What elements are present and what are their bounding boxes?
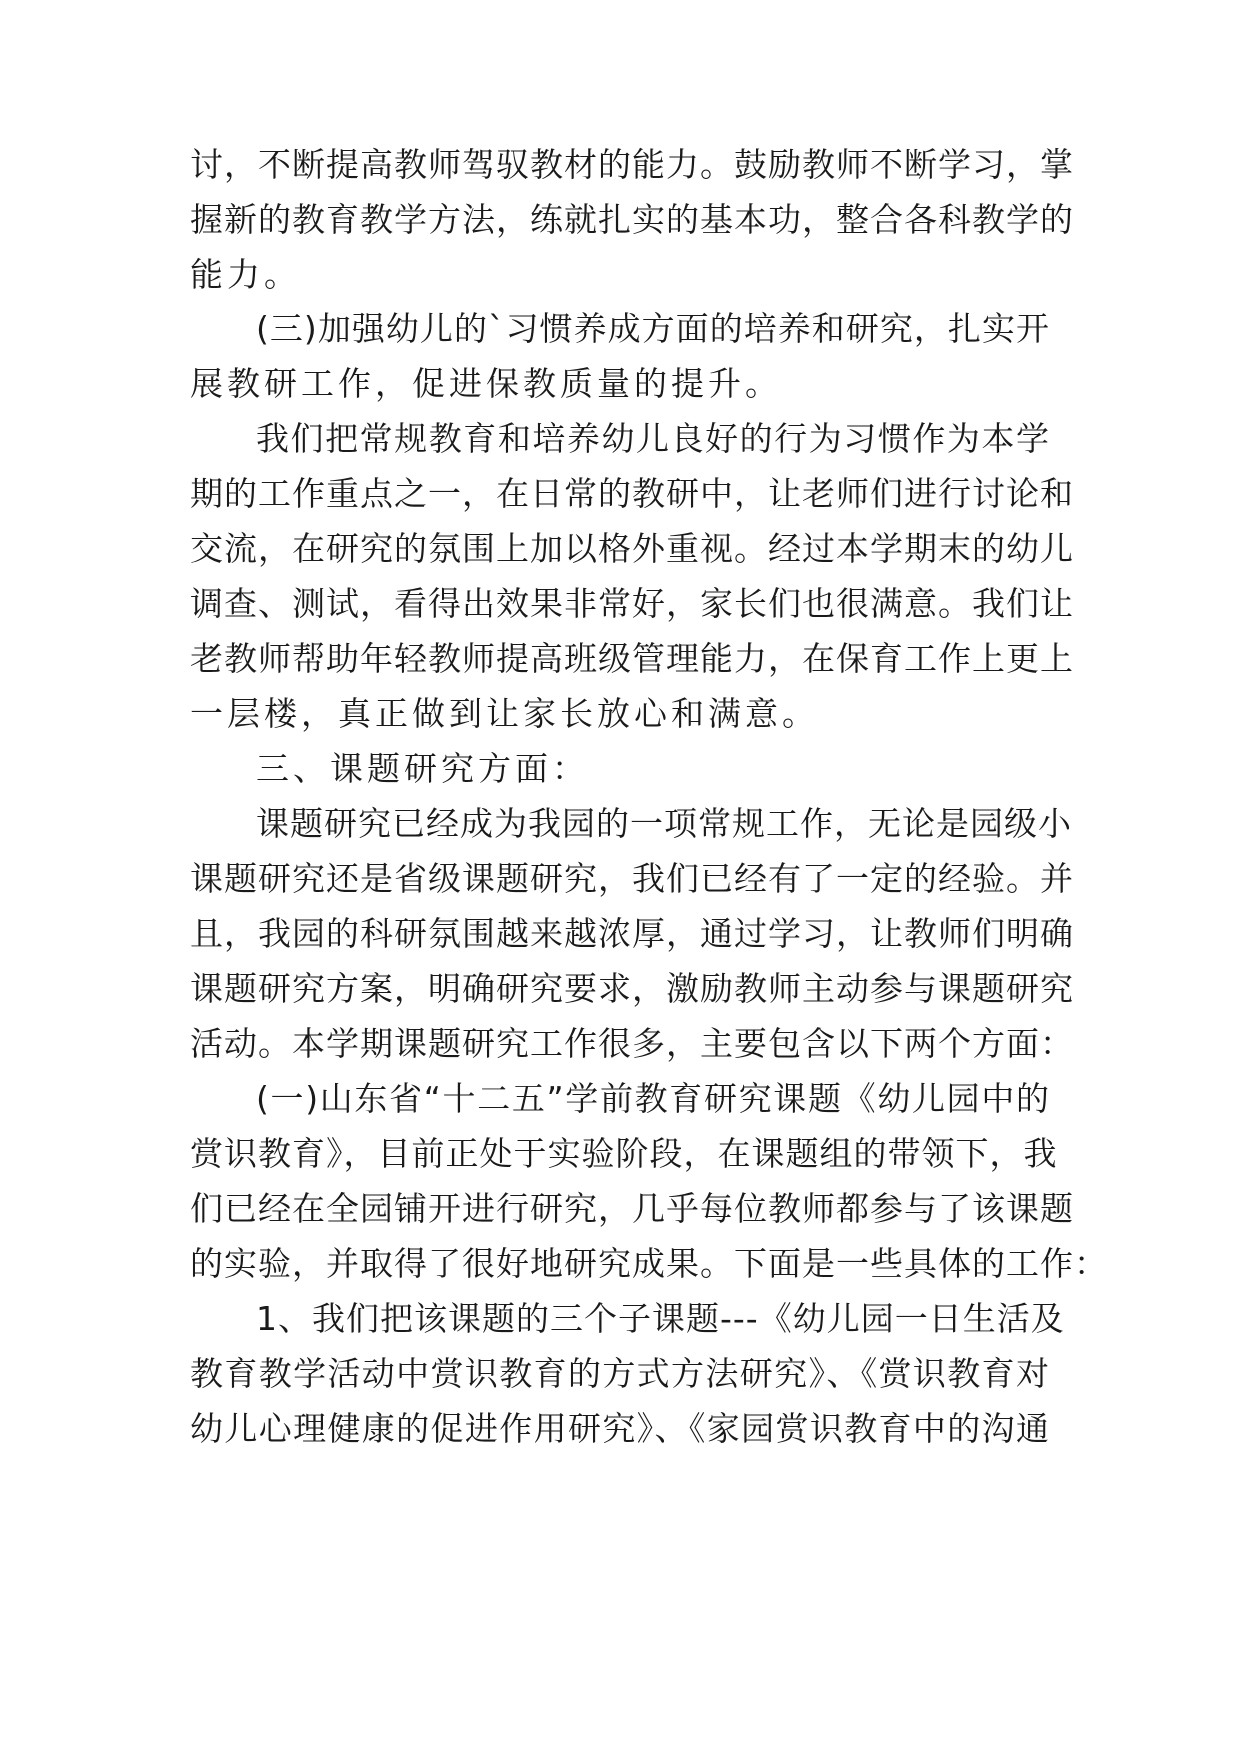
paragraph-line: 1、我们把该课题的三个子课题---《幼儿园一日生活及 — [256, 1299, 1065, 1338]
paragraph-line: 我们把常规教育和培养幼儿良好的行为习惯作为本学 — [256, 419, 1050, 458]
paragraph-line: 课题研究方案，明确研究要求，激励教师主动参与课题研究 — [190, 969, 1074, 1008]
paragraph-line: 们已经在全园铺开进行研究，几乎每位教师都参与了该课题 — [190, 1189, 1074, 1228]
paragraph-line: 能力。 — [190, 255, 301, 294]
paragraph-line: 老教师帮助年轻教师提高班级管理能力，在保育工作上更上 — [190, 639, 1074, 678]
paragraph-line: 握新的教育教学方法，练就扎实的基本功，整合各科教学的 — [190, 200, 1074, 239]
paragraph-line: 赏识教育》，目前正处于实验阶段，在课题组的带领下，我 — [190, 1134, 1058, 1173]
paragraph-line: 教育教学活动中赏识教育的方式方法研究》、《赏识教育对 — [190, 1354, 1050, 1393]
paragraph-line: 幼儿心理健康的促进作用研究》、《家园赏识教育中的沟通 — [190, 1409, 1050, 1448]
paragraph-line: (一)山东省“十二五”学前教育研究课题《幼儿园中的 — [256, 1079, 1050, 1118]
paragraph-line: 讨，不断提高教师驾驭教材的能力。鼓励教师不断学习，掌 — [190, 145, 1074, 184]
paragraph-line: 的实验，并取得了很好地研究成果。下面是一些具体的工作： — [190, 1244, 1108, 1283]
section-heading-line: (三)加强幼儿的`习惯养成方面的培养和研究，扎实开 — [256, 309, 1050, 348]
paragraph-line: 课题研究还是省级课题研究，我们已经有了一定的经验。并 — [190, 859, 1074, 898]
paragraph-line: 且，我园的科研氛围越来越浓厚，通过学习，让教师们明确 — [190, 914, 1074, 953]
section-heading: 三、课题研究方面： — [256, 749, 589, 788]
paragraph-line: 一层楼，真正做到让家长放心和满意。 — [190, 694, 819, 733]
paragraph-line: 课题研究已经成为我园的一项常规工作，无论是园级小 — [256, 804, 1072, 843]
paragraph-line: 活动。本学期课题研究工作很多，主要包含以下两个方面： — [190, 1024, 1074, 1063]
paragraph-line: 交流，在研究的氛围上加以格外重视。经过本学期末的幼儿 — [190, 529, 1074, 568]
section-heading-line: 展教研工作，促进保教质量的提升。 — [190, 364, 782, 403]
paragraph-line: 期的工作重点之一，在日常的教研中，让老师们进行讨论和 — [190, 474, 1074, 513]
paragraph-line: 调查、测试，看得出效果非常好，家长们也很满意。我们让 — [190, 584, 1074, 623]
